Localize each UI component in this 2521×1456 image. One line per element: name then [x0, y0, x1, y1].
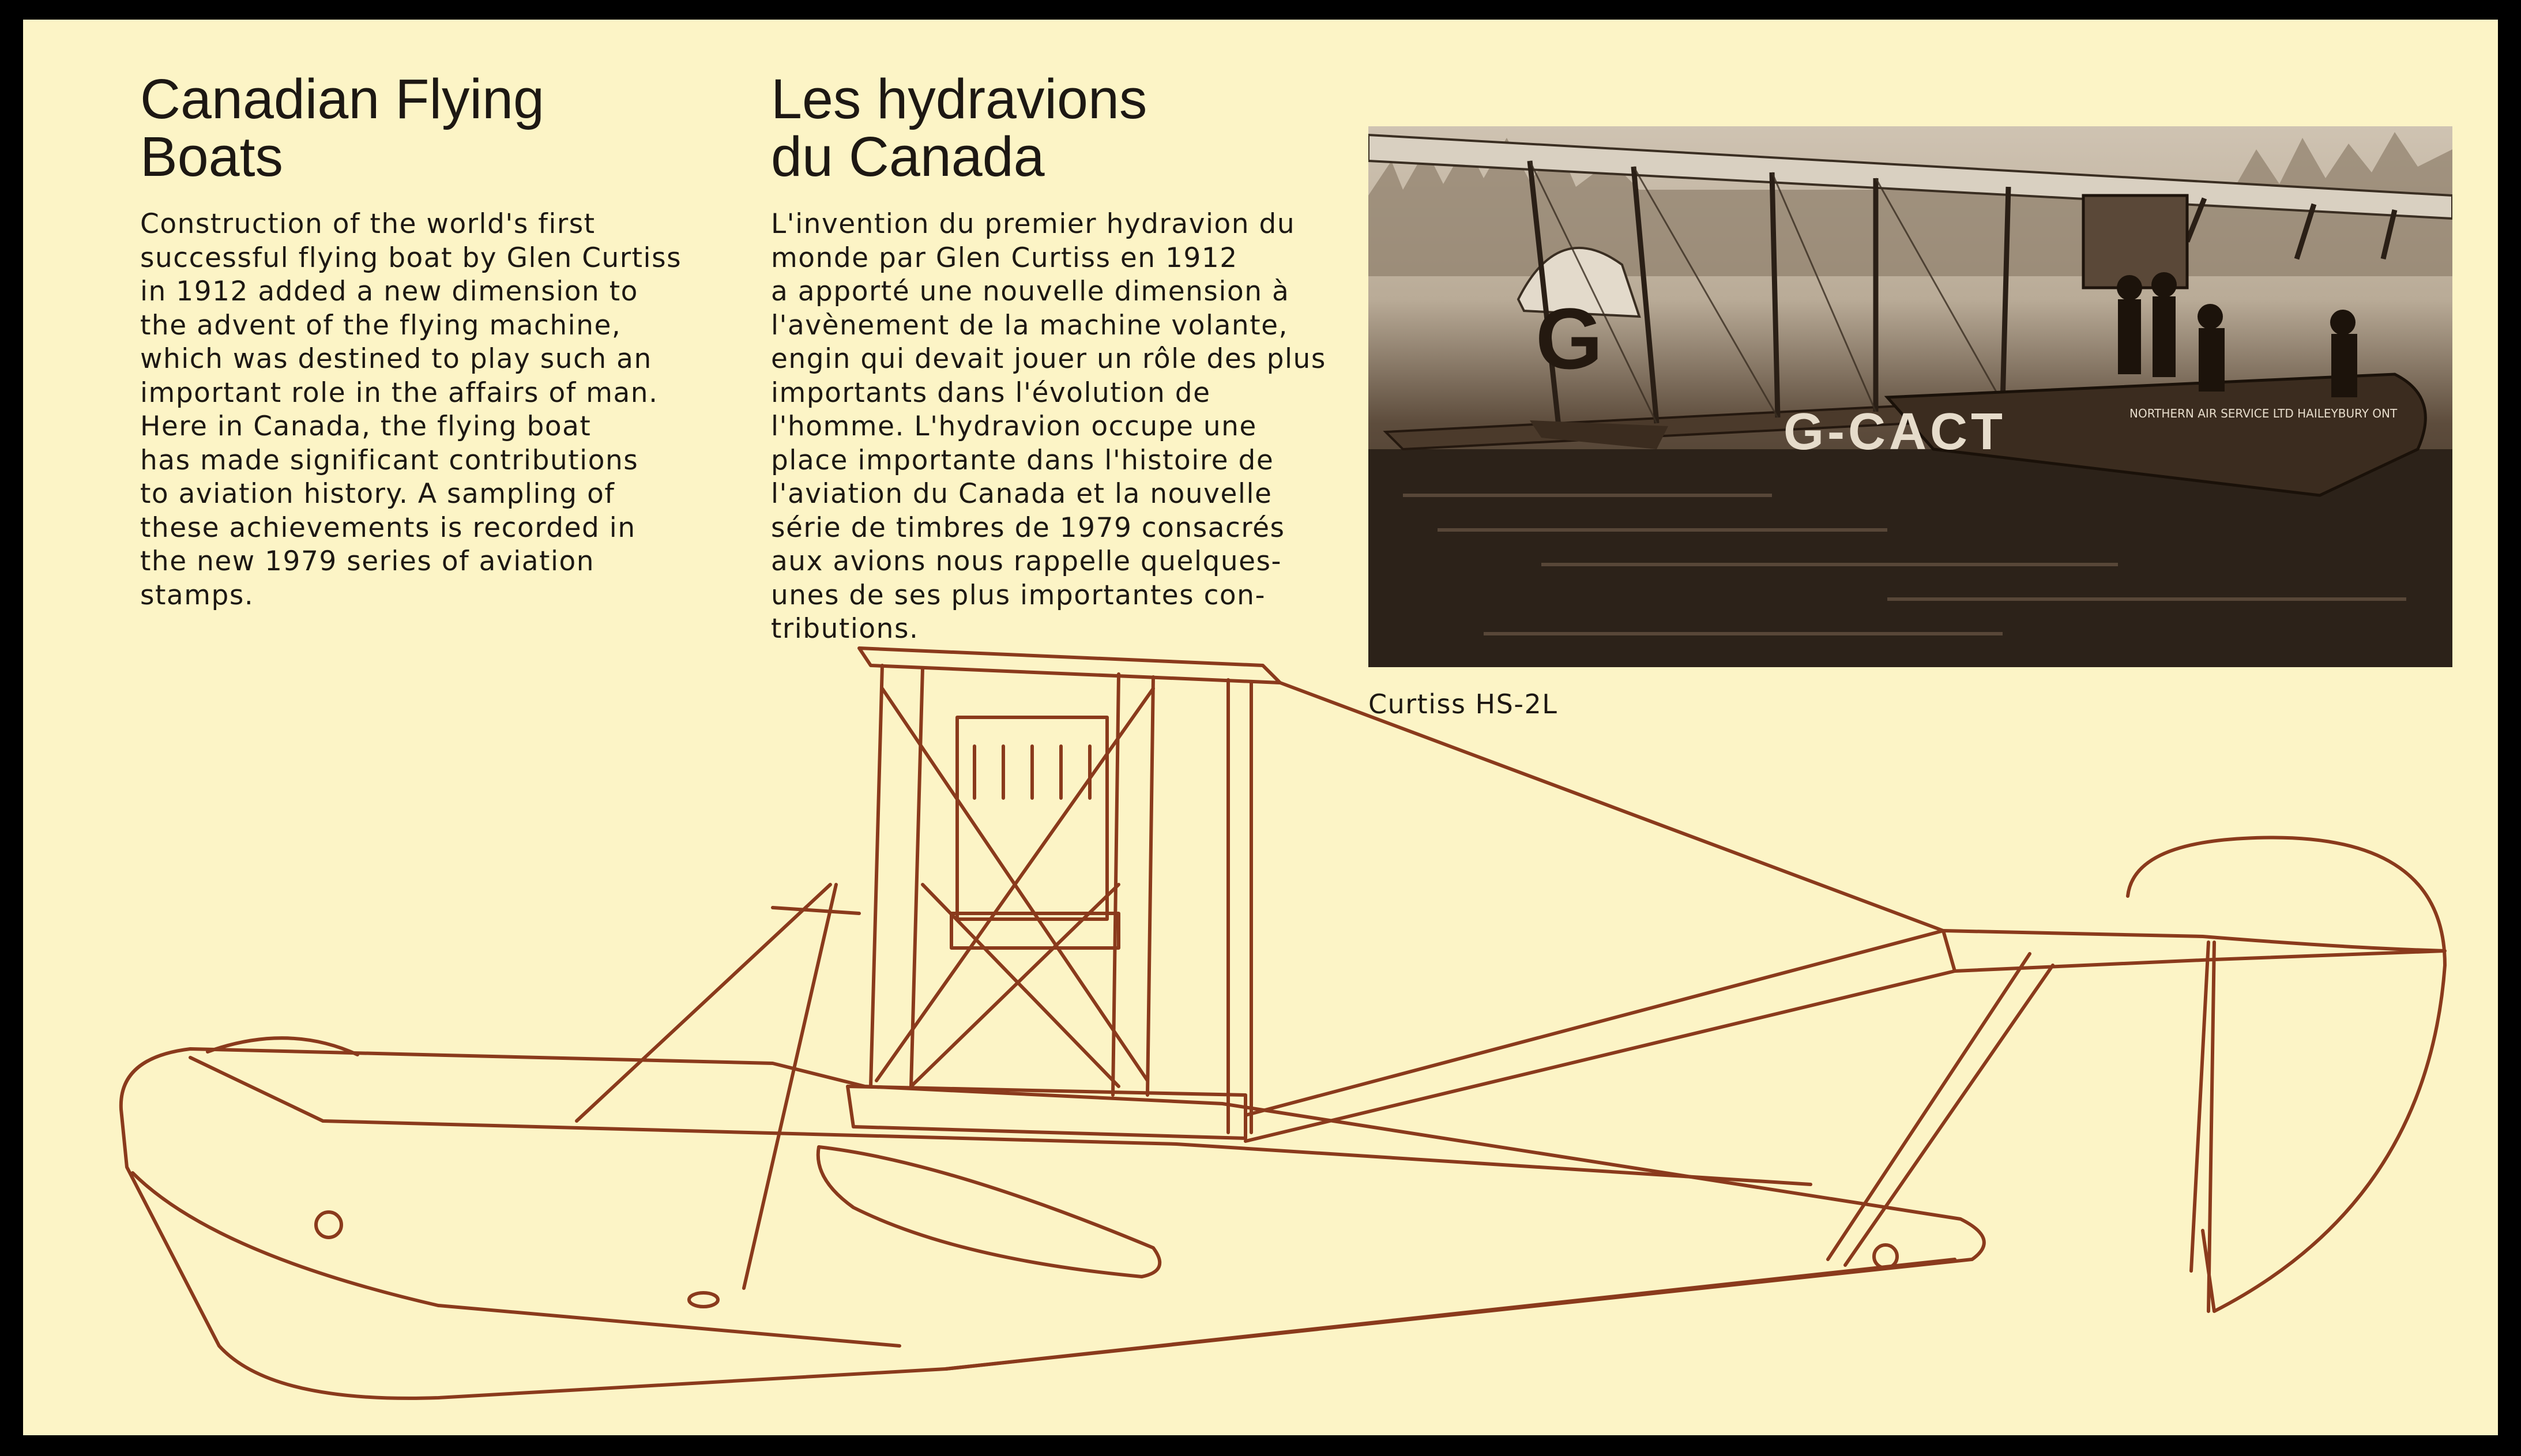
- interplane-struts: [871, 665, 1251, 1133]
- english-body: Construction of the world's first successful flying boat by Glen Curtiss in 1912 added a new dimension to the advent of the flying machine, which was destined to play such an important role in the affairs of man. Here in Canada, the flying boat has made significant contributions to aviation history. A sampling of these achievements is recorded in the new 1979 series of aviation stamps.: [140, 208, 682, 611]
- hull-chine: [133, 1173, 900, 1346]
- hull-deck: [190, 1058, 1811, 1184]
- wing-float: [818, 1147, 1160, 1277]
- flying-boat-line-drawing: [23, 20, 2498, 1435]
- french-body: L'invention du premier hydravion du monde par Glen Curtiss en 1912 a apporté une nouvelle dimension à l'avènement de la machine volante, engin qui devait jouer un rôle des plus importants dans l'évolution de l'homme. L'hydravion occupe une place importante dans l'histoire de l'aviation du Canada et la nouvelle série de timbres de 1979 consacrés aux avions nous rappelle quelques- unes de ses plus importantes con- tributions.: [771, 208, 1326, 645]
- bracing-wire-front: [773, 908, 859, 913]
- hull-lettering: NORTHERN AIR SERVICE LTD HAILEYBURY ONT: [2129, 407, 2398, 420]
- bracing-wire-top: [1280, 683, 1943, 931]
- porthole-rear: [1874, 1245, 1897, 1268]
- vertical-tail: [2128, 837, 2445, 1311]
- french-title-line-2: du Canada: [771, 125, 1045, 188]
- step-vent: [689, 1293, 718, 1307]
- tail-boom-upper: [1246, 931, 1943, 1115]
- front-strut: [744, 885, 836, 1288]
- hull-outline: [121, 1049, 1984, 1398]
- english-title-line-1: Canadian Flying: [140, 67, 544, 130]
- flying-boats-card: [23, 20, 2498, 1435]
- registration-mark: G-CACT: [1783, 403, 2006, 461]
- front-wire: [577, 885, 830, 1121]
- french-title-line-1: Les hydravions: [771, 67, 1147, 130]
- rudder-post: [2208, 942, 2214, 1311]
- tail-boom-lower: [1246, 971, 1955, 1141]
- engine-cylinders: [974, 746, 1090, 798]
- photo-caption: Curtiss HS-2L: [1368, 689, 1558, 720]
- horizontal-tail: [1943, 931, 2445, 971]
- tail-struts: [1828, 942, 2208, 1271]
- hull-rear: [946, 1259, 1955, 1369]
- wing-letter: G: [1536, 290, 1603, 387]
- english-title-line-2: Boats: [140, 125, 284, 188]
- porthole-front: [316, 1212, 341, 1237]
